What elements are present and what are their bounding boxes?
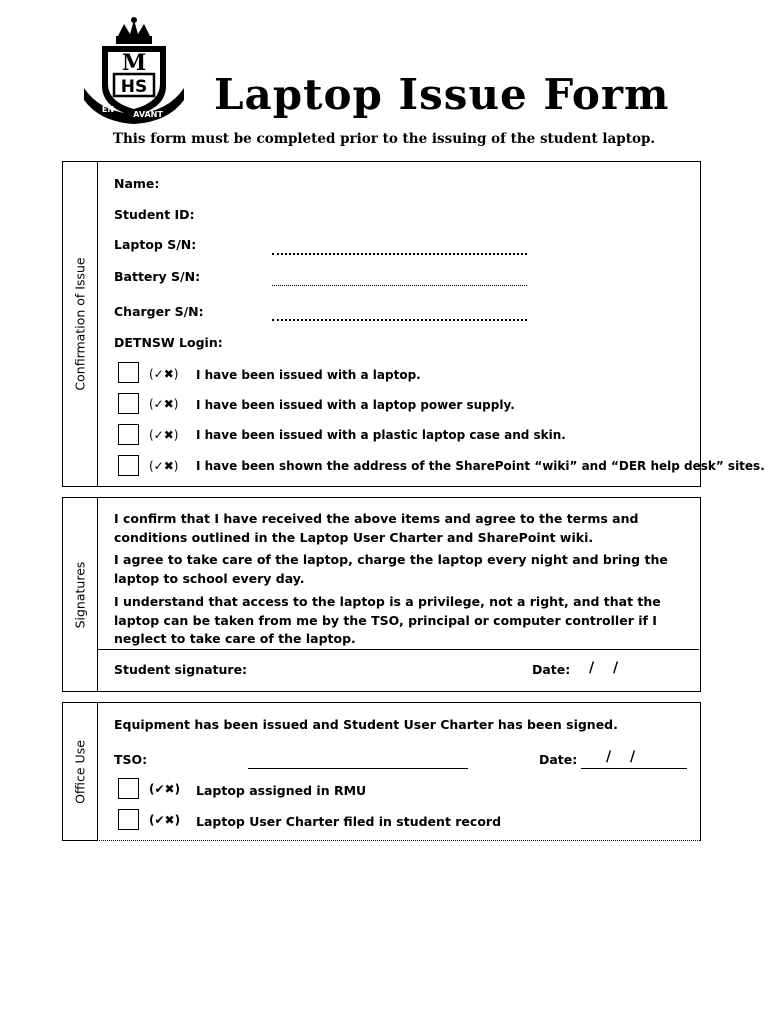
student-signature-label: Student signature: <box>114 662 248 677</box>
school-crest-logo <box>80 16 188 124</box>
battery-sn-label: Battery S/N: <box>114 269 201 284</box>
battery-sn-field[interactable] <box>272 285 527 286</box>
office-date-underline <box>581 768 687 769</box>
case-skin-checkbox[interactable] <box>118 424 139 445</box>
tick-cross-mark: (✓✖) <box>149 428 179 442</box>
tick-cross-mark: (✓✖) <box>149 367 179 381</box>
signatures-section <box>62 497 701 692</box>
signature-date-field[interactable]: / / <box>589 660 619 676</box>
tick-cross-mark: (✓✖) <box>149 397 179 411</box>
tick-cross-mark: (✓✖) <box>149 459 179 473</box>
charter-filed-checkbox[interactable] <box>118 809 139 830</box>
crown-icon <box>116 17 152 44</box>
name-label: Name: <box>114 176 160 191</box>
office-date-label: Date: <box>539 752 578 767</box>
signature-date-label: Date: <box>532 662 571 677</box>
logo-motto-right: AVANT <box>133 110 163 119</box>
logo-motto-left: EN <box>101 105 115 114</box>
rmu-assigned-checkbox[interactable] <box>118 778 139 799</box>
terms-paragraph-2: I agree to take care of the laptop, charge the laptop every night and bring the laptop to school every day. <box>114 552 668 586</box>
page-title: Laptop Issue Form <box>214 70 670 119</box>
detnsw-login-label: DETNSW Login: <box>114 335 223 350</box>
terms-paragraph-3: I understand that access to the laptop is a privilege, not a right, and that the laptop can be taken from me by the TSO, principal or computer controller if I neglect to take care of the laptop. <box>114 594 661 646</box>
check-label-rmu: Laptop assigned in RMU <box>196 783 367 798</box>
terms-paragraph-1: I confirm that I have received the above items and agree to the terms and conditions outlined in the Laptop User Charter and SharePoint wiki. <box>114 511 639 545</box>
sharepoint-shown-checkbox[interactable] <box>118 455 139 476</box>
tso-label: TSO: <box>114 752 148 767</box>
office-statement: Equipment has been issued and Student User Charter has been signed. <box>114 717 618 732</box>
check-label-laptop: I have been issued with a laptop. <box>196 368 421 382</box>
office-use-section <box>62 702 701 841</box>
laptop-sn-label: Laptop S/N: <box>114 237 197 252</box>
check-label-case-skin: I have been issued with a plastic laptop case and skin. <box>196 428 566 442</box>
signature-divider <box>97 649 699 650</box>
check-label-charter: Laptop User Charter filed in student record <box>196 814 502 829</box>
laptop-issued-checkbox[interactable] <box>118 362 139 383</box>
page-subtitle: This form must be completed prior to the issuing of the student laptop. <box>112 131 656 147</box>
check-label-sharepoint: I have been shown the address of the SharePoint “wiki” and “DER help desk” sites. <box>196 459 765 473</box>
logo-monogram-top: M <box>121 50 147 76</box>
office-bottom-border <box>97 840 700 841</box>
confirmation-section <box>62 161 765 487</box>
check-label-power-supply: I have been issued with a laptop power supply. <box>196 398 515 412</box>
charger-sn-field[interactable] <box>272 319 527 321</box>
charger-sn-label: Charger S/N: <box>114 304 204 319</box>
signatures-side-panel <box>63 498 98 691</box>
student-id-label: Student ID: <box>114 207 195 222</box>
office-side-panel <box>63 703 98 841</box>
tick-cross-mark: (✔✖) <box>149 813 181 827</box>
tick-cross-mark: (✔✖) <box>149 782 181 796</box>
office-side-label: Office Use <box>72 739 88 804</box>
confirmation-side-label: Confirmation of Issue <box>72 257 88 391</box>
logo-monogram-bottom: HS <box>120 77 148 97</box>
confirmation-side-panel <box>63 162 98 486</box>
office-date-field[interactable]: / / <box>606 749 636 765</box>
tso-field[interactable] <box>248 768 468 769</box>
laptop-sn-field[interactable] <box>272 253 527 255</box>
signatures-side-label: Signatures <box>72 561 88 628</box>
power-supply-checkbox[interactable] <box>118 393 139 414</box>
